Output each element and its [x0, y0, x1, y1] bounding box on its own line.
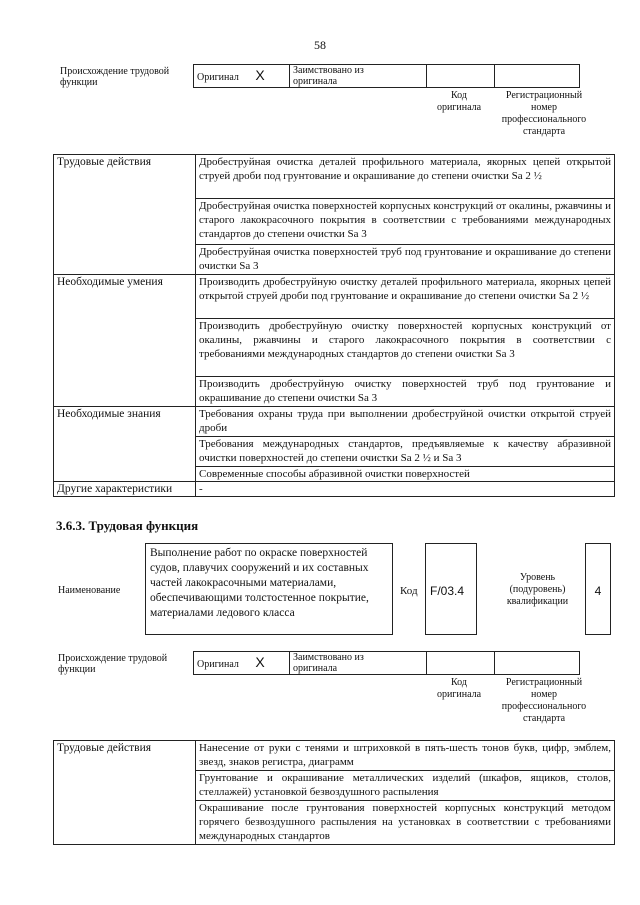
table-cell: Дробеструйная очистка деталей профильного материала, якорных цепей открытой струей дроби под грунтование и окрашивание до степени очистки Sa 2 ½	[196, 155, 615, 199]
original-mark: X	[255, 653, 265, 670]
caption-line: Регистрационный	[505, 677, 583, 688]
caption-line: Уровень	[519, 572, 556, 583]
level-box	[585, 543, 611, 635]
origin-label-line: функции	[58, 664, 96, 675]
table-cell: Требования охраны труда при выполнении дробеструйной очистки открытой струей дроби	[196, 407, 615, 437]
origin-label	[58, 653, 167, 675]
qualification-level-caption	[490, 572, 585, 608]
labor-function-table	[53, 154, 615, 497]
code-original-cell	[427, 652, 495, 675]
caption-line: Регистрационный	[505, 90, 583, 101]
borrowed-cell	[290, 652, 427, 675]
reg-number-cell	[495, 652, 580, 675]
origin-table	[193, 651, 580, 675]
origin-label-line: Происхождение трудовой	[60, 66, 170, 77]
caption-line: оригинала	[436, 102, 482, 113]
original-label: Оригинал	[197, 71, 239, 83]
original-label: Оригинал	[197, 658, 239, 670]
caption-line: Код	[451, 677, 467, 688]
code-box	[425, 543, 477, 635]
reg-number-cell	[495, 65, 580, 88]
reg-number-caption	[498, 677, 590, 725]
table-cell: Требования международных стандартов, предъявляемые к качеству абразивной очистки поверхностей до степени очистки Sa 2 ½ и Sa 3	[196, 437, 615, 467]
code-original-caption	[424, 677, 494, 701]
origin-table	[193, 64, 580, 88]
caption-line: квалификации	[506, 596, 569, 607]
origin-label	[60, 66, 169, 88]
row-label-other: Другие характеристики	[54, 482, 196, 497]
caption-line: Код	[451, 90, 467, 101]
caption-line: (подуровень)	[509, 584, 566, 595]
row-label-skills: Необходимые умения	[54, 275, 196, 407]
table-cell: Производить дробеструйную очистку поверхностей корпусных конструкций от окалины, ржавчины и старого лакокрасочного покрытия в соответствии с требованиями международных стандартов до степени очистки Sa 3	[196, 319, 615, 377]
borrowed-label: Заимствовано из	[293, 65, 364, 76]
table-cell: Окрашивание после грунтования поверхностей корпусных конструкций методом горячего безвоздушного распыления на установках в соответствии с требованиями международных стандартов	[196, 801, 615, 845]
borrowed-cell	[290, 65, 427, 88]
naming-label: Наименование	[58, 585, 121, 596]
row-label-knowledge: Необходимые знания	[54, 407, 196, 482]
caption-line: стандарта	[522, 713, 566, 724]
function-name-box	[145, 543, 393, 635]
table-cell: Производить дробеструйную очистку поверхностей труб под грунтование и окрашивание до степени очистки Sa 3	[196, 377, 615, 407]
row-label-actions: Трудовые действия	[54, 741, 196, 845]
caption-line: профессионального	[501, 701, 587, 712]
origin-label-line: функции	[60, 77, 98, 88]
original-cell	[194, 65, 290, 88]
reg-number-caption	[498, 90, 590, 138]
table-cell: Дробеструйная очистка поверхностей труб под грунтование и окрашивание до степени очистки Sa 3	[196, 245, 615, 275]
code-original-cell	[427, 65, 495, 88]
table-cell: Грунтование и окрашивание металлических изделий (шкафов, ящиков, столов, стеллажей) установкой безвоздушного распыления	[196, 771, 615, 801]
table-cell: Производить дробеструйную очистку деталей профильного материала, якорных цепей открытой струей дроби под грунтование и окрашивание до степени очистки Sa 2 ½	[196, 275, 615, 319]
borrowed-label: оригинала	[293, 663, 338, 674]
table-cell: Современные способы абразивной очистки поверхностей	[196, 467, 615, 482]
page-number: 58	[314, 38, 326, 52]
caption-line: номер	[531, 689, 557, 700]
code-original-caption	[424, 90, 494, 114]
caption-line: стандарта	[522, 126, 566, 137]
borrowed-label: Заимствовано из	[293, 652, 364, 663]
origin-label-line: Происхождение трудовой	[58, 653, 168, 664]
function-name: Выполнение работ по окраске поверхностей судов, плавучих сооружений и их составных частей лакокрасочными материалами, обеспечивающими толстостенное покрытие, материалами ледового класса	[150, 547, 369, 619]
original-cell	[194, 652, 290, 675]
table-cell: Нанесение от руки с тенями и штриховкой в пять-шесть тонов букв, цифр, эмблем, звезд, знаков регистра, диаграмм	[196, 741, 615, 771]
labor-function-table	[53, 740, 615, 845]
section-title: 3.6.3. Трудовая функция	[56, 518, 199, 533]
table-cell: -	[196, 482, 615, 497]
table-cell: Дробеструйная очистка поверхностей корпусных конструкций от окалины, ржавчины и старого лакокрасочного покрытия в соответствии с требованиями международных стандартов до степени очистки Sa 3	[196, 199, 615, 245]
caption-line: номер	[531, 102, 557, 113]
level-value: 4	[594, 584, 602, 598]
caption-line: профессионального	[501, 114, 587, 125]
row-label-actions: Трудовые действия	[54, 155, 196, 275]
borrowed-label: оригинала	[293, 76, 338, 87]
code-value: F/03.4	[430, 584, 465, 598]
original-mark: X	[255, 66, 265, 83]
caption-line: оригинала	[436, 689, 482, 700]
code-label: Код	[400, 585, 418, 597]
